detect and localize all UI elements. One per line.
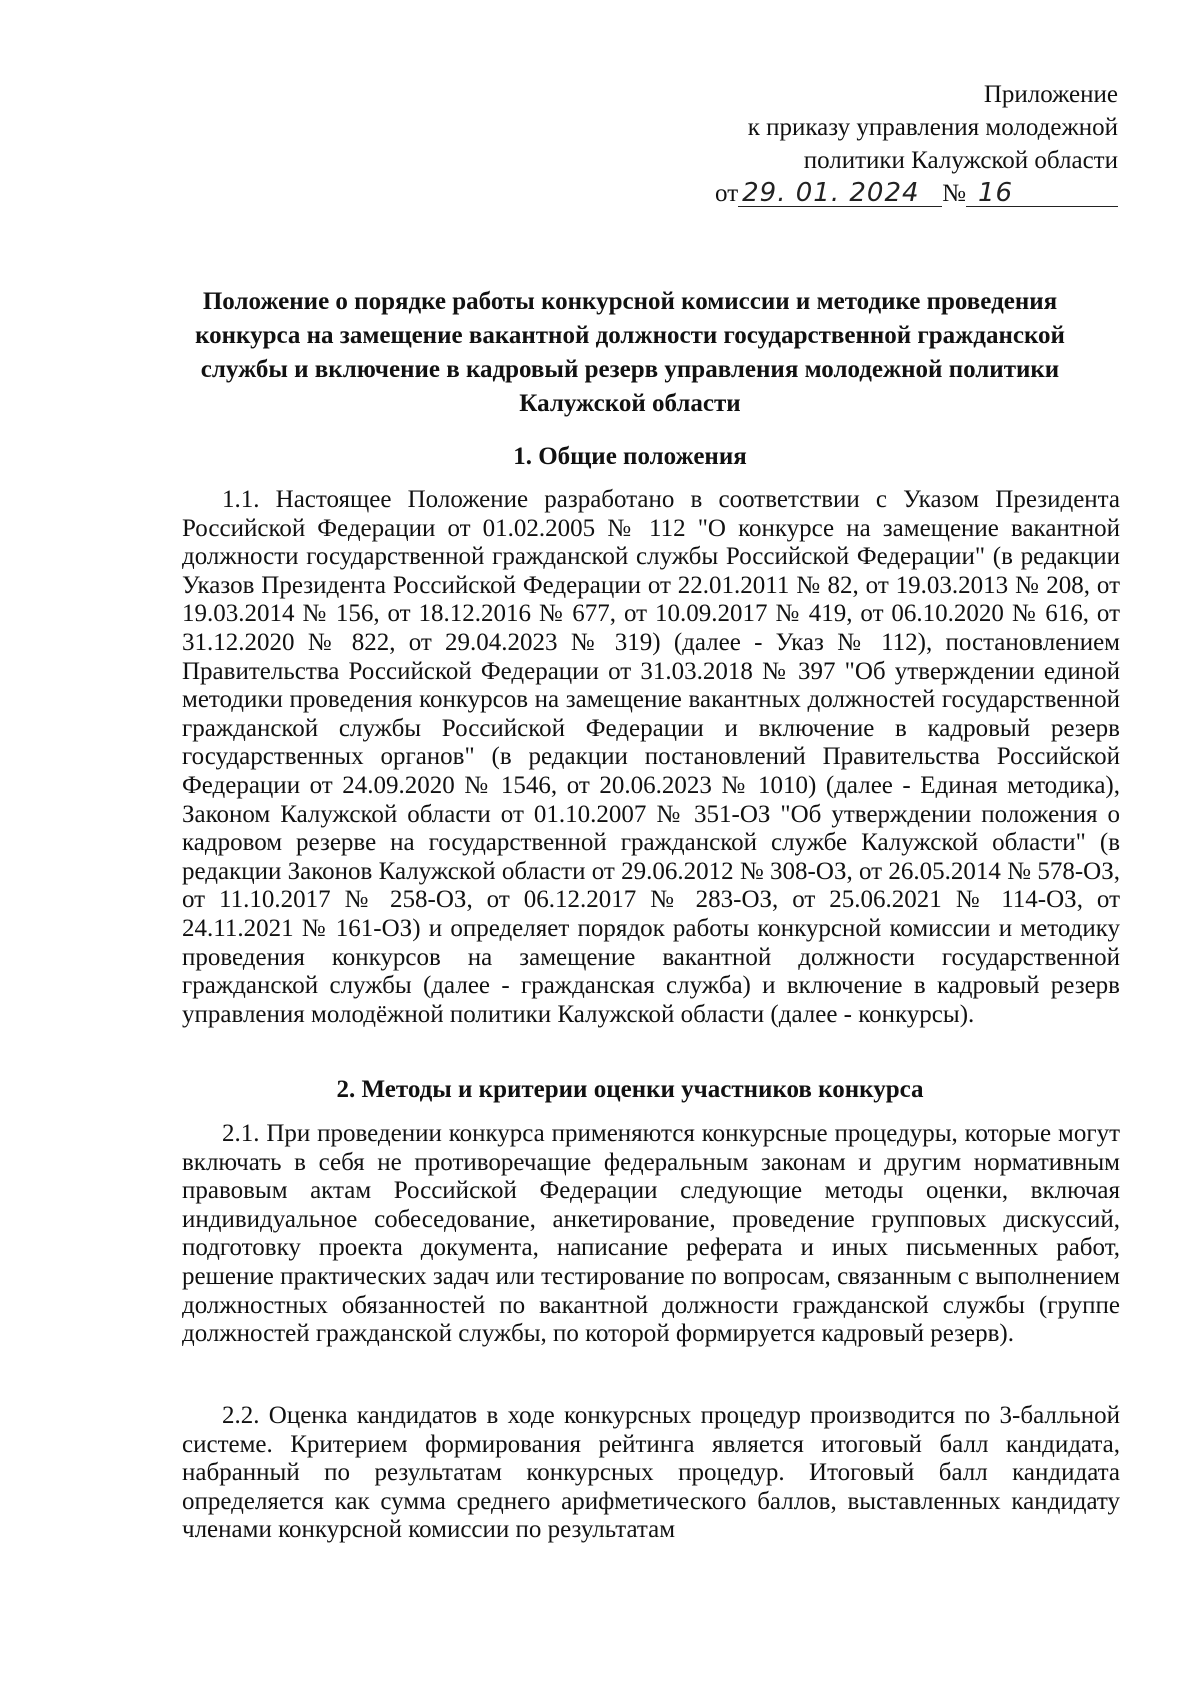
paragraph-2-1 — [182, 1120, 1120, 1349]
appendix-label: Приложение — [983, 81, 1118, 108]
handwritten-number: 16 — [966, 180, 1118, 207]
section-1-heading: 1. Общие положения — [513, 443, 747, 470]
date-prefix: от — [715, 180, 739, 207]
paragraph-2-2-text: 2.2. Оценка кандидатов в ходе конкурсных процедур производится по 3-балльной системе. Критерием формирования рейтинга является итоговый балл кандидата, набранный по результатам конкурсных процедур. Итоговый балл кандидата определяется как сумма среднего арифметического баллов, выставленных кандидату членами конкурсной комиссии по результатам — [182, 1402, 1120, 1544]
appendix-order-line: к приказу управления молодежной — [747, 114, 1118, 141]
paragraph-1-1 — [182, 486, 1120, 1029]
paragraph-1-1-text: 1.1. Настоящее Положение разработано в соответствии с Указом Президента Российской Федерации от 01.02.2005 № 112 "О конкурсе на замещение вакантной должности государственной гражданской службы Российской Федерации" (в редакции Указов Президента Российской Федерации от 22.01.2011 № 82, от 19.03.2013 № 208, от 19.03.2014 № 156, от 18.12.2016 № 677, от 10.09.2017 № 419, от 06.10.2020 № 616, от 31.12.2020 № 822, от 29.04.2023 № 319) (далее - Указ № 112), постановлением Правительства Российской Федерации от 31.03.2018 № 397 "Об утверждении единой методики проведения конкурсов на замещение вакантных должностей государственной гражданской службы Российской Федерации и включение в кадровый резерв государственных органов" (в редакции постановлений Правительства Российской Федерации от 24.09.2020 № 1546, от 20.06.2023 № 1010) (далее - Единая методика), Законом Калужской области от 01.10.2007 № 351-ОЗ "Об утверждении положения о кадровом резерве на государственной гражданской службе Калужской области" (в редакции Законов Калужской области от 29.06.2012 № 308-ОЗ, от 26.05.2014 № 578-ОЗ, от 11.10.2017 № 258-ОЗ, от 06.12.2017 № 283-ОЗ, от 25.06.2021 № 114-ОЗ, от 24.11.2021 № 161-ОЗ) и определяет порядок работы конкурсной комиссии и методику проведения конкурсов на замещение вакантной должности государственной гражданской службы (далее - гражданская служба) и включение в кадровый резерв управления молодёжной политики Калужской области (далее - конкурсы). — [182, 486, 1120, 1028]
handwritten-date: 29. 01. 2024 — [738, 180, 942, 207]
appendix-date-line — [715, 177, 1118, 210]
paragraph-2-2 — [182, 1402, 1120, 1545]
appendix-block — [715, 78, 1118, 210]
appendix-agency-line: политики Калужской области — [803, 147, 1118, 174]
section-2-heading: 2. Методы и критерии оценки участников конкурса — [336, 1076, 924, 1103]
document-title: Положение о порядке работы конкурсной комиссии и методике проведения конкурса на замещение вакантной должности государственной гражданской службы и включение в кадровый резерв управления молодежной политики Калужской области — [195, 288, 1065, 417]
paragraph-2-1-text: 2.1. При проведении конкурса применяются конкурсные процедуры, которые могут включать в себя не противоречащие федеральным законам и другим нормативным правовым актам Российской Федерации следующие методы оценки, включая индивидуальное собеседование, анкетирование, проведение групповых дискуссий, подготовку проекта документа, написание реферата и иных письменных работ, решение практических задач или тестирование по вопросам, связанным с выполнением должностных обязанностей по вакантной должности гражданской службы (группе должностей гражданской службы, по которой формируется кадровый резерв). — [182, 1120, 1120, 1348]
number-label: № — [942, 180, 966, 207]
